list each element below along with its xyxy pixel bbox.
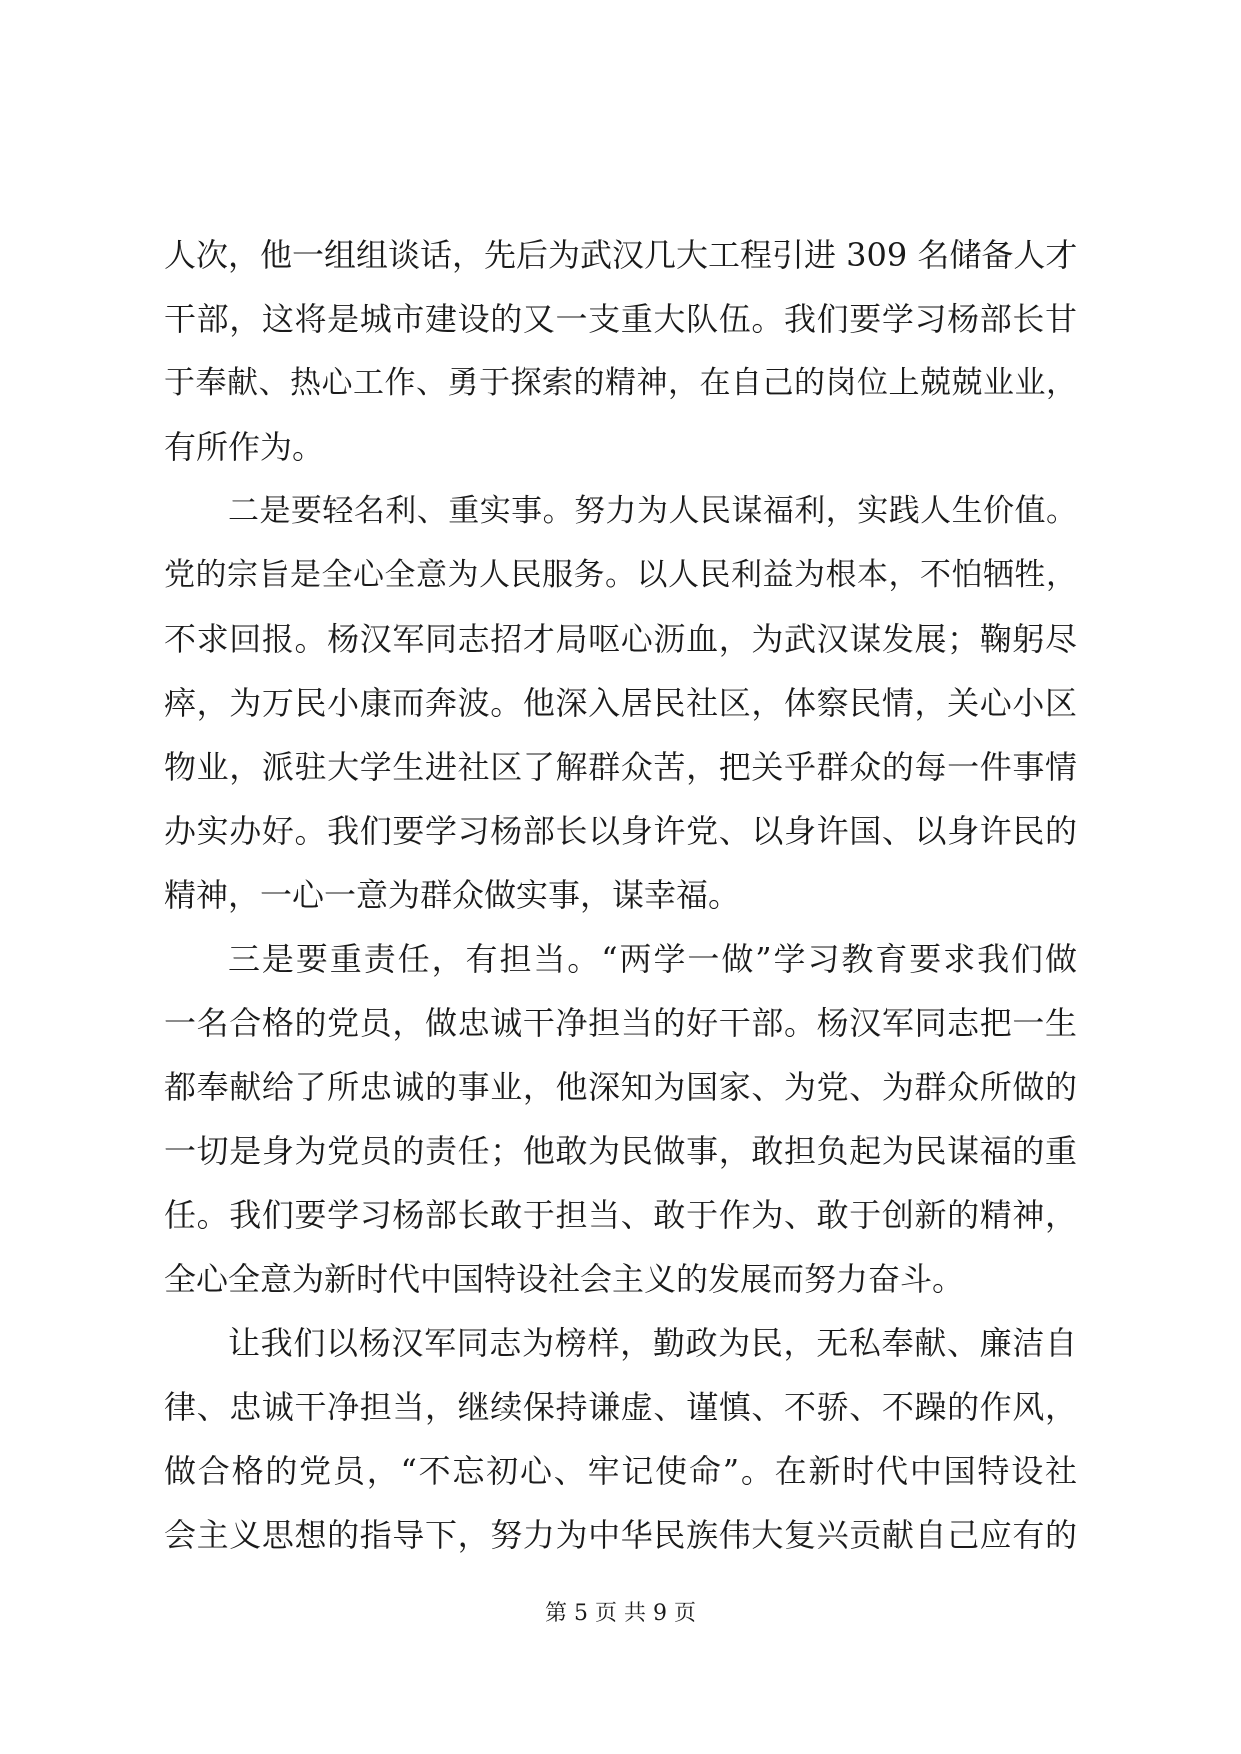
text-line: 让我们以杨汉军同志为榜样，勤政为民，无私奉献、廉洁自 — [228, 1324, 1077, 1362]
text-line: 全心全意为新时代中国特设社会主义的发展而努力奋斗。 — [164, 1260, 965, 1298]
paragraph-3 — [164, 927, 1077, 1311]
text-line: 党的宗旨是全心全意为人民服务。以人民利益为根本，不怕牺牲， — [164, 557, 1077, 593]
text-line: 办实办好。我们要学习杨部长以身许党、以身许国、以身许民的 — [164, 812, 1077, 850]
text-line: 一名合格的党员，做忠诚干净担当的好干部。杨汉军同志把一生 — [164, 1004, 1077, 1042]
text-line: 人次，他一组组谈话，先后为武汉几大工程引进 309 名储备人才 — [164, 236, 1078, 274]
text-line: 一切是身为党员的责任；他敢为民做事，敢担负起为民谋福的重 — [164, 1132, 1077, 1170]
text-line: 律、忠诚干净担当，继续保持谦虚、谨慎、不骄、不躁的作风， — [164, 1388, 1077, 1426]
text-line: 三是要重责任，有担当。“两学一做”学习教育要求我们做 — [228, 940, 1077, 978]
paragraph-2 — [164, 479, 1077, 927]
text-line: 瘁，为万民小康而奔波。他深入居民社区，体察民情，关心小区 — [164, 684, 1077, 722]
page-number: 第 5 页 共 9 页 — [545, 1601, 696, 1626]
text-line: 干部，这将是城市建设的又一支重大队伍。我们要学习杨部长甘 — [164, 300, 1077, 338]
text-line: 于奉献、热心工作、勇于探索的精神，在自己的岗位上兢兢业业， — [164, 365, 1077, 401]
text-line: 物业，派驻大学生进社区了解群众苦，把关乎群众的每一件事情 — [164, 748, 1077, 786]
text-line: 不求回报。杨汉军同志招才局呕心沥血，为武汉谋发展；鞠躬尽 — [164, 620, 1077, 658]
text-line: 都奉献给了所忠诚的事业，他深知为国家、为党、为群众所做的 — [164, 1068, 1077, 1106]
page-footer — [0, 1599, 1241, 1629]
paragraph-4 — [164, 1311, 1077, 1567]
paragraph-1 — [164, 223, 1077, 479]
text-line: 二是要轻名利、重实事。努力为人民谋福利，实践人生价值。 — [228, 493, 1077, 529]
text-line: 有所作为。 — [164, 428, 325, 466]
text-line: 会主义思想的指导下，努力为中华民族伟大复兴贡献自己应有的 — [164, 1516, 1077, 1554]
body-text — [164, 223, 1077, 1567]
text-line: 任。我们要学习杨部长敢于担当、敢于作为、敢于创新的精神， — [164, 1196, 1077, 1234]
text-line: 精神，一心一意为群众做实事，谋幸福。 — [164, 876, 741, 914]
text-line: 做合格的党员，“不忘初心、牢记使命”。在新时代中国特设社 — [164, 1452, 1077, 1490]
